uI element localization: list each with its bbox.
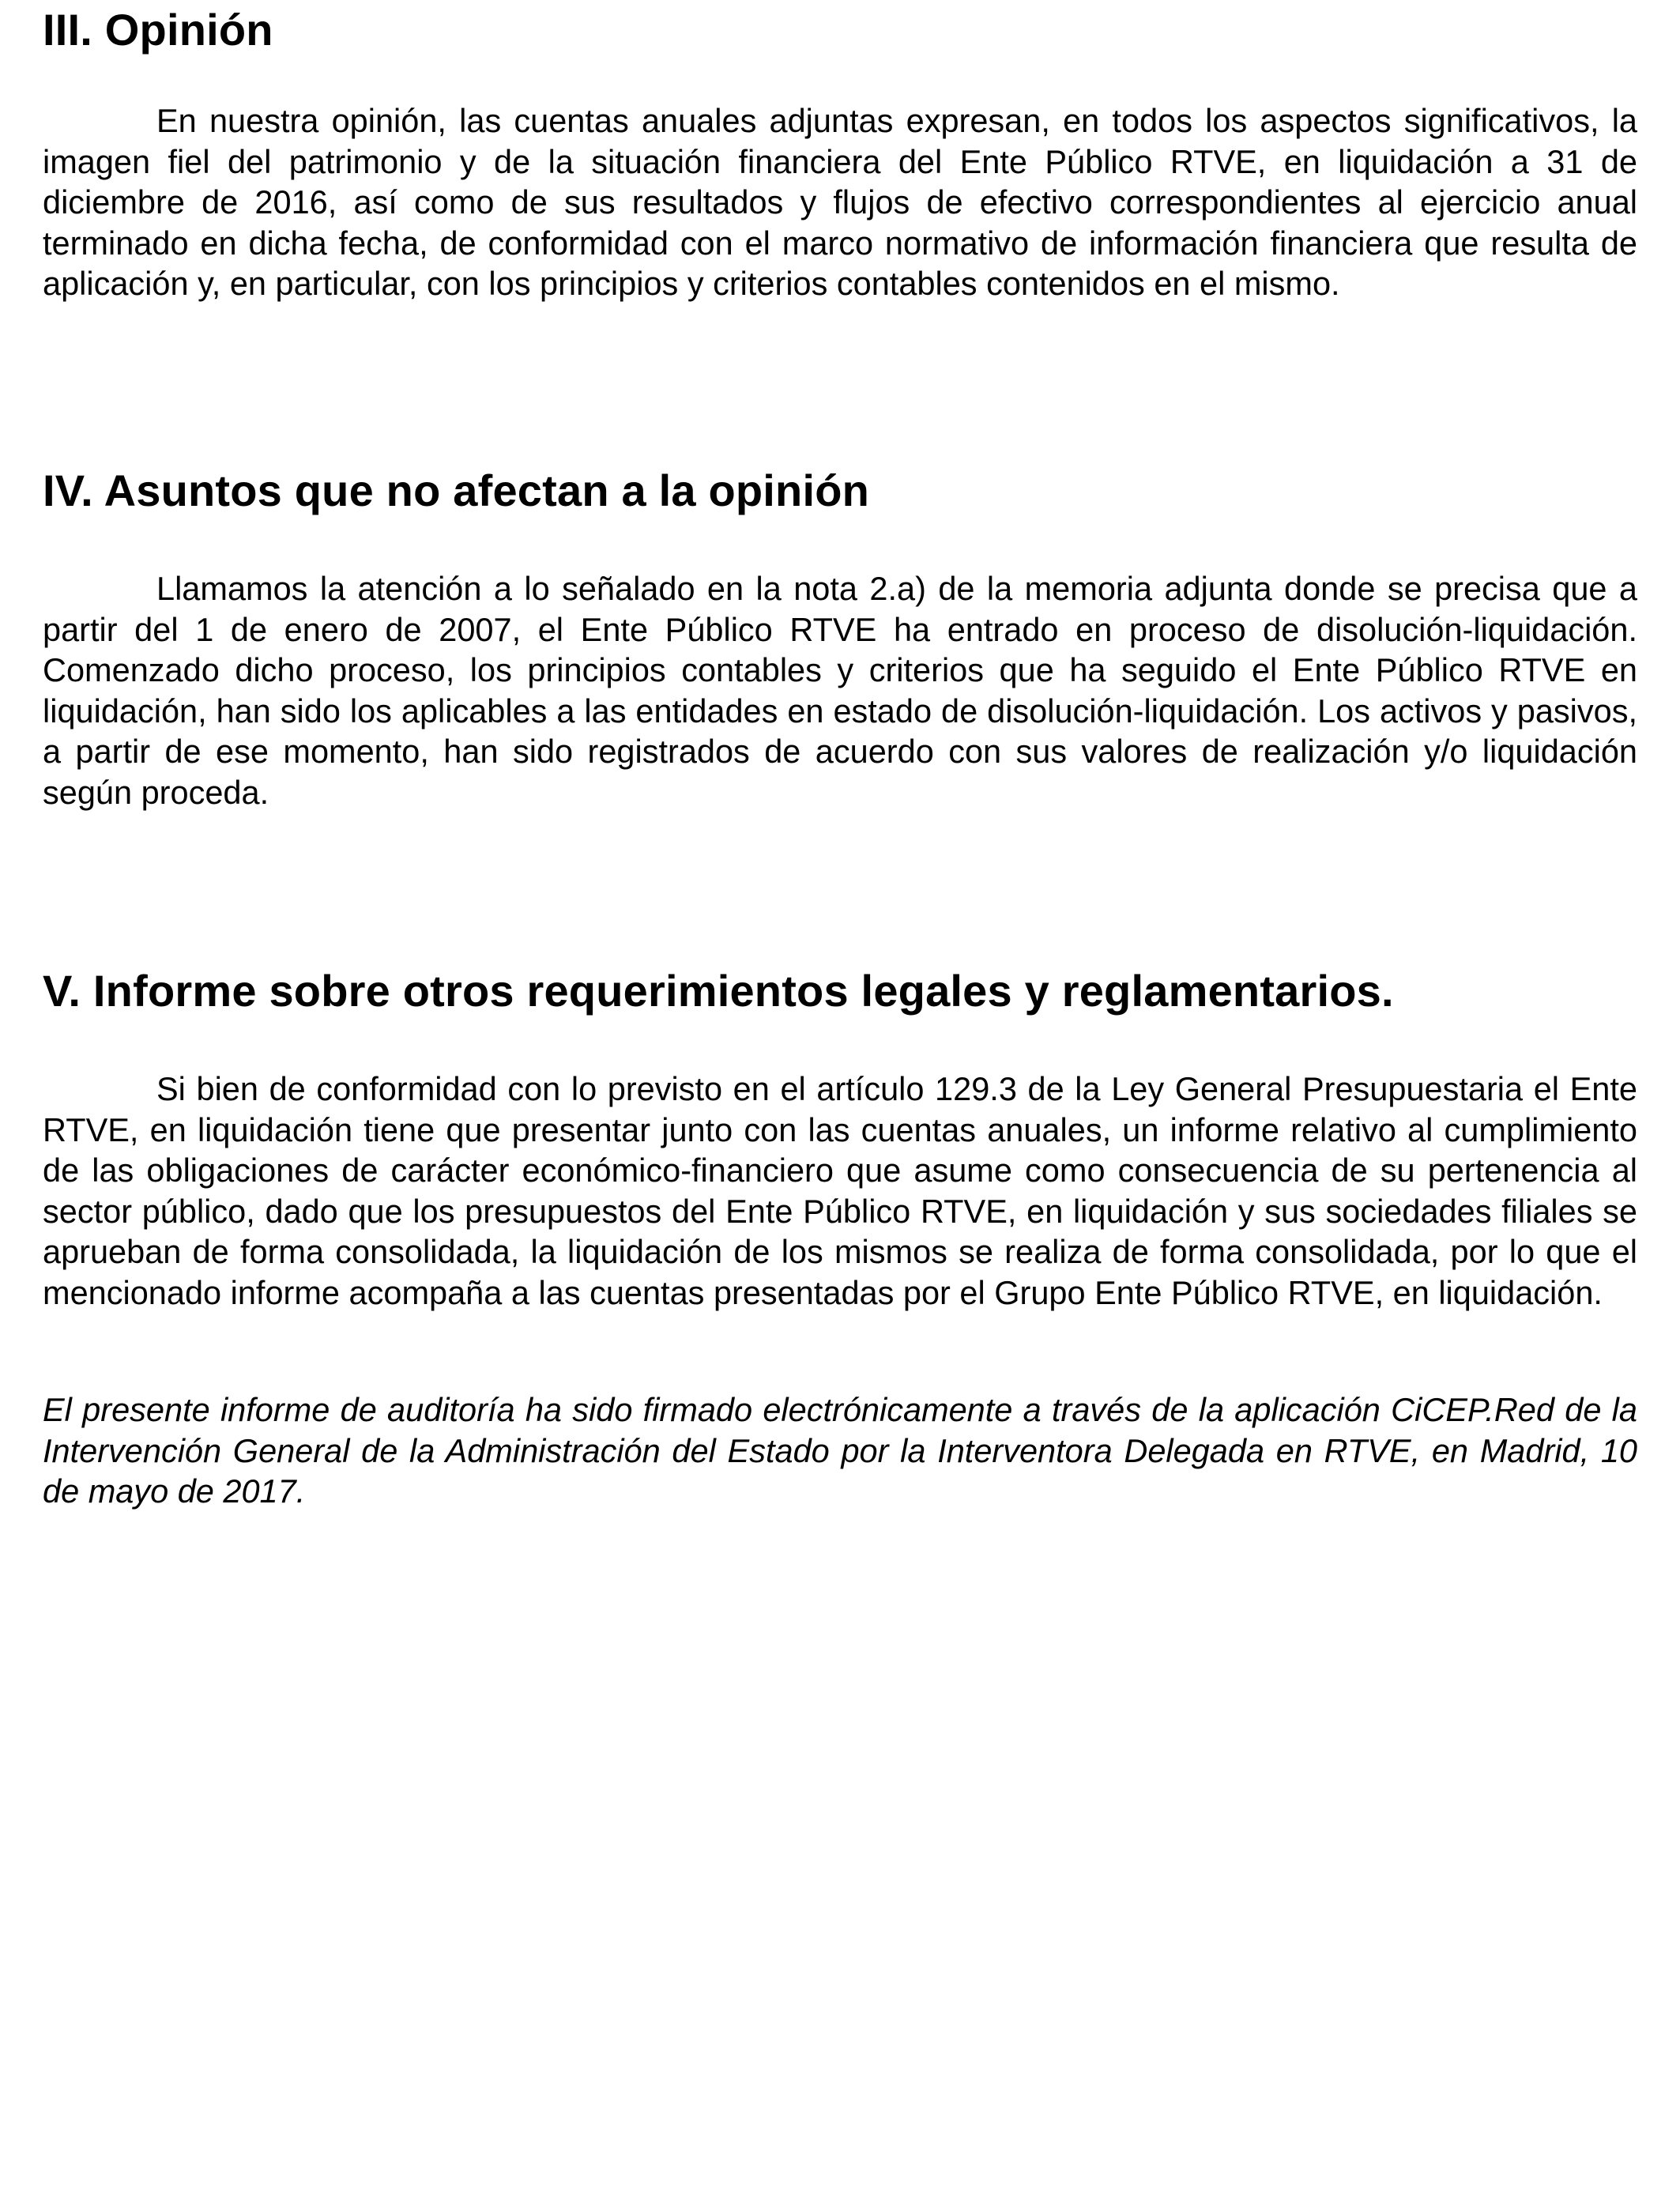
section-paragraph-opinion: En nuestra opinión, las cuentas anuales adjuntas expresan, en todos los aspectos significativos, la imagen fiel del patrimonio y de la situación financiera del Ente Público RTVE, en liquidación a 31 de diciembre de 2016, así como de sus resultados y flujos de efectivo correspondientes al ejercicio anual terminado en dicha fecha, de conformidad con el marco normativo de información financiera que resulta de aplicación y, en particular, con los principios y criterios contables contenidos en el mismo. bbox=[43, 102, 1637, 302]
section-paragraph-asuntos: Llamamos la atención a lo señalado en la nota 2.a) de la memoria adjunta donde se precisa que a partir del 1 de enero de 2007, el Ente Público RTVE ha entrado en proceso de disolución-liquidación. Comenzado dicho proceso, los principios contables y criterios que ha seguido el Ente Público RTVE en liquidación, han sido los aplicables a las entidades en estado de disolución-liquidación. Los activos y pasivos, a partir de ese momento, han sido registrados de acuerdo con sus valores de realización y/o liquidación según proceda. bbox=[43, 570, 1637, 811]
section-heading-opinion: III. Opinión bbox=[43, 5, 273, 55]
section-paragraph-informe: Si bien de conformidad con lo previsto en el artículo 129.3 de la Ley General Presupuestaria el Ente RTVE, en liquidación tiene que presentar junto con las cuentas anuales, un informe relativo al cumplimiento de las obligaciones de carácter económico-financiero que asume como consecuencia de su pertenencia al sector público, dado que los presupuestos del Ente Público RTVE, en liquidación y sus sociedades filiales se aprueban de forma consolidada, la liquidación de los mismos se realiza de forma consolidada, por lo que el mencionado informe acompaña a las cuentas presentadas por el Grupo Ente Público RTVE, en liquidación. bbox=[43, 1070, 1637, 1311]
signature-note: El presente informe de auditoría ha sido firmado electrónicamente a través de la aplicación CiCEP.Red de la Intervención General de la Administración del Estado por la Interventora Delegada en RTVE, en Madrid, 10 de mayo de 2017. bbox=[43, 1391, 1637, 1510]
section-heading-informe: V. Informe sobre otros requerimientos legales y reglamentarios. bbox=[43, 966, 1394, 1016]
section-heading-asuntos: IV. Asuntos que no afectan a la opinión bbox=[43, 466, 870, 515]
